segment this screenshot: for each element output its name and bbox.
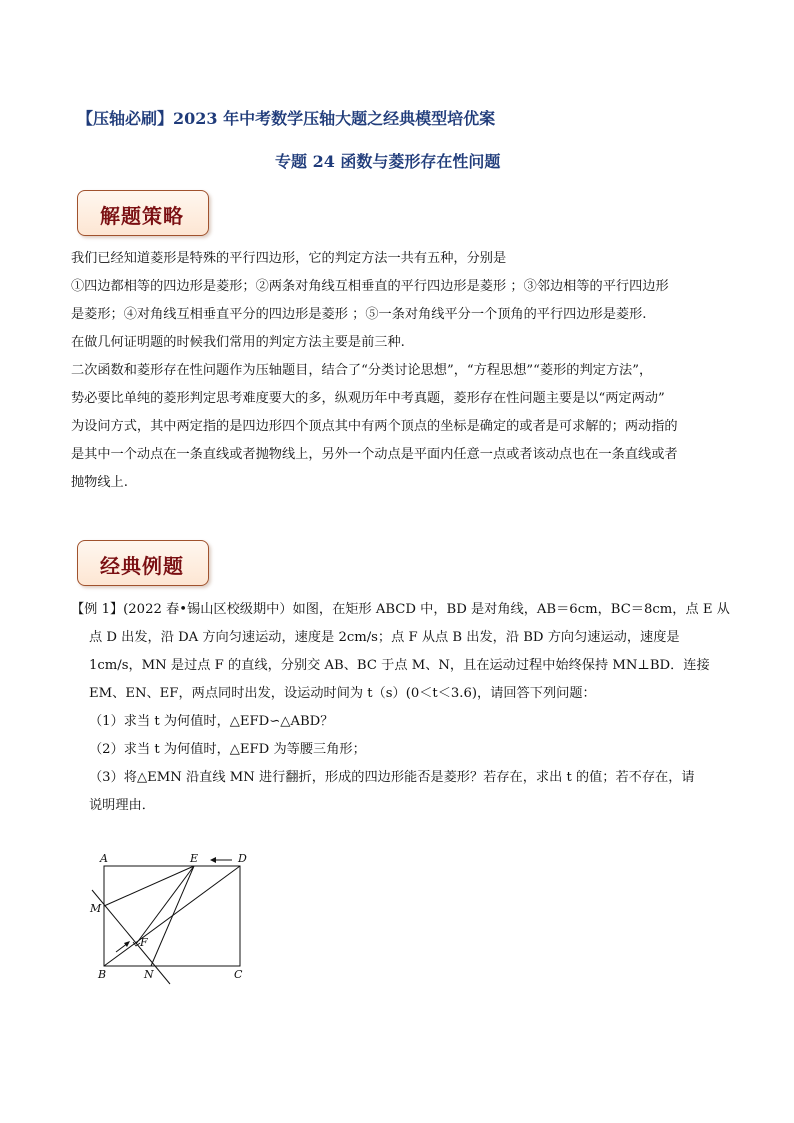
label-b: B [98,968,107,981]
question-1: （1）求当 t 为何值时，△EFD∽△ABD？ [89,714,334,729]
text-line: 我们已经知道菱形是特殊的平行四边形，它的判定方法一共有五种，分别是 [71,251,507,266]
text-line: 是其中一个动点在一条直线或者抛物线上，另外一个动点是平面内任意一点或者该动点也在一条直线或者 [71,447,678,462]
example-line: 1cm/s，MN 是过点 F 的直线，分别交 AB、BC 于点 M、N，且在运动过程中始终保持 MN⊥BD．连接 [89,658,710,673]
example-1 [71,596,731,820]
text-line: 抛物线上. [71,475,128,490]
segment-en [151,866,194,966]
label-m: M [90,902,102,915]
document-subtitle: 专题 24 函数与菱形存在性问题 [275,152,501,171]
example-line: 点 D 出发，沿 DA 方向匀速运动，速度是 2cm/s；点 F 从点 B 出发，沿 BD 方向匀速运动，速度是 [89,630,680,645]
label-n: N [144,968,154,981]
text-line: ①四边都相等的四边形是菱形；②两条对角线互相垂直的平行四边形是菱形 ；③邻边相等的平行四边形 [71,279,669,294]
document-title: 【压轴必刷】2023 年中考数学压轴大题之经典模型培优案 [77,109,496,128]
question-3: （3）将△EMN 沿直线 MN 进行翻折，形成的四边形能否是菱形？若存在，求出 t 的值；若不存在，请 [89,770,695,785]
label-c: C [234,968,243,981]
text-line: 为设问方式，其中两定指的是四边形四个顶点其中有两个顶点的坐标是确定的或者是可求解的；两动指的 [71,419,678,434]
text-line: 是菱形；④对角线互相垂直平分的四边形是菱形 ；⑤一条对角线平分一个顶角的平行四边形是菱形. [71,307,647,322]
label-d: D [238,852,247,865]
example-line: EM、EN、EF，两点同时出发，设运动时间为 t（s）(0＜t＜3.6)，请回答下列问题： [89,686,596,701]
text-line: 在做几何证明题的时候我们常用的判定方法主要是前三种. [71,335,405,350]
question-2: （2）求当 t 为何值时，△EFD 为等腰三角形； [89,742,366,757]
section-heading-label: 解题策略 [100,204,184,228]
section-heading-examples [77,540,209,586]
arrow-head [210,857,216,863]
label-e: E [190,852,199,865]
strategy-paragraph [71,245,731,497]
section-heading-strategy [77,190,209,236]
example-line: 【例 1】(2022 春•锡山区校级期中）如图，在矩形 ABCD 中，BD 是对角线，AB＝6cm，BC＝8cm，点 E 从 [71,602,730,617]
label-a: A [100,852,108,865]
question-3-cont: 说明理由． [89,798,155,813]
text-line: 二次函数和菱形存在性问题作为压轴题目，结合了“分类讨论思想”，“方程思想”“菱形的判定方法”， [71,363,653,378]
text-line: 势必要比单纯的菱形判定思考难度要大的多，纵观历年中考真题，菱形存在性问题主要是以“两定两动” [71,391,665,406]
section-heading-label: 经典例题 [100,554,184,578]
arrow-head [124,941,130,947]
geometry-figure [84,850,264,990]
segment-em [104,866,194,906]
label-f: F [140,936,148,949]
